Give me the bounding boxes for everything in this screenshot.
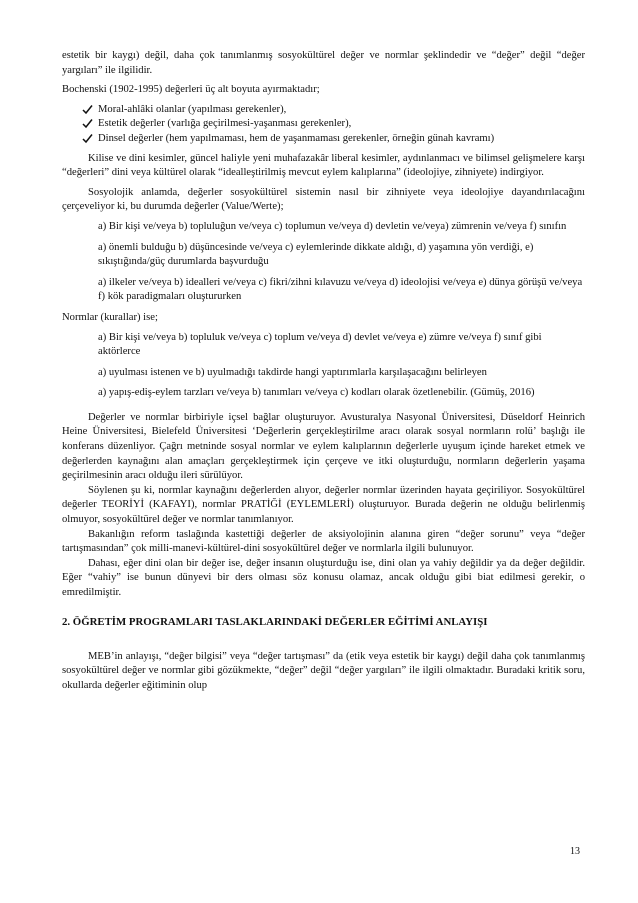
checklist-text: Estetik değerler (varlığa geçirilmesi-yaşanması gerekenler), xyxy=(98,118,352,130)
paragraph-meb: MEB’in anlayışı, “değer bilgisi” veya “değer tartışması” da (etik veya estetik bir kaygı) değil daha çok tanımlanmış sosyokültürel değer ve normlar gibi gözükmekte, “değer” değil “değer yargıları” ile ilgili olmaktadır. Buradaki kritik soru, okullarda değerler eğitiminin olup xyxy=(62,650,585,691)
checklist-item-aesthetic xyxy=(82,117,585,132)
paragraph-moreover: Dahası, eğer dini olan bir değer ise, değer insanın oluşturduğu ise, dini olan ya vahiy değildir ya da değer değildir. Eğer “vahiy” ise bunun dünyevi bir ders olması söz konusu olamaz, ancak olduğu gibi biat edilmesi gerekir, o emredilmiştir. xyxy=(62,557,585,598)
page-number: 13 xyxy=(570,846,580,857)
paragraph-ministry: Bakanlığın reform taslağında kastettiği değerler de aksiyolojinin alanına giren “değer sorunu” veya “değer tartışmasından” çok milli-manevi-kültürel-dini sosyokültürel değer ve normlarla ilgili bulunuyor. xyxy=(62,528,585,555)
paragraph-intro-continued: estetik bir kaygı) değil, daha çok tanımlanmış sosyokültürel değer ve normlar şeklindedir ve “değer” değil “değer yargıları” ile ilgilidir. xyxy=(62,50,585,76)
paragraph-said: Söylenen şu ki, normlar kaynağını değerlerden alıyor, değerler normlar üzerinden hayata geçiriliyor. Sosyokültürel değerler TEORİYİ (KAFAYI), normlar PRATİĞİ (EYLEMLERİ) oluşturuyor. Burada değerin ne olduğu belirlenmiş olmuyor, sosyokültürel değer ve normlar tanımlanıyor. xyxy=(62,484,585,526)
paragraph-church: Kilise ve dini kesimler, güncel haliyle yeni muhafazakâr liberal kesimler, aydınlanmacı ve bilimsel gelişmelere karşı “değerleri” dini veya kültürel olarak “idealleştirilmiş mevcut eylem kalıplarına” (ideolojiye, zihniyete) indirgiyor. xyxy=(62,152,585,179)
values-item-1: a) Bir kişi ve/veya b) topluluğun ve/veya c) toplumun ve/veya d) devletin ve/veya) zümrenin ve/veya f) sınıfın xyxy=(98,220,567,232)
values-item-2: a) önemli bulduğu b) düşüncesinde ve/veya c) eylemlerinde dikkate aldığı, d) yaşamına yön verdiği, e) sıkıştığında/güç durumlarda başvurduğu xyxy=(98,241,534,268)
checklist-text: Dinsel değerler (hem yapılmaması, hem de yaşanmaması gerekenler, örneğin günah kavramı) xyxy=(98,132,495,144)
section-heading: 2. ÖĞRETİM PROGRAMLARI TASLAKLARINDAKİ DEĞERLER EĞİTİMİ ANLAYIŞI xyxy=(62,615,488,628)
checklist-item-moral xyxy=(82,103,585,118)
paragraph-sociological: Sosyolojik anlamda, değerler sosyokültürel sistemin nasıl bir zihniyete veya ideolojiye dayandırılacağını çerçeveliyor ki, bu durumda değerler (Value/Werte); xyxy=(62,186,585,213)
norms-item-1: a) Bir kişi ve/veya b) topluluk ve/veya c) toplum ve/veya d) devlet ve/veya e) zümre ve/veya f) sınıf gibi aktörlerce xyxy=(98,331,542,358)
check-mark-icon xyxy=(82,104,93,115)
norms-item-2: a) uyulması istenen ve b) uyulmadığı takdirde hangi yaptırımlarla karşılaşacağını belirleyen xyxy=(98,366,487,378)
norms-item-3: a) yapış-ediş-eylem tarzları ve/veya b) tanımları ve/veya c) kodları olarak özetlenebilir. (Gümüş, 2016) xyxy=(98,387,535,399)
checklist-item-religious xyxy=(82,132,585,147)
paragraph-values-norms: Değerler ve normlar birbiriyle içsel bağlar oluşturuyor. Avusturalya Nasyonal Üniversitesi, Düseldorf Heinrich Heine Üniversitesi, Bielefeld Üniversitesi ‘Değerlerin gerçekleştirilme aracı olarak sosyal normların rolü’ başlığı ile konferans düzenliyor. Çağrı metninde sosyal normlar ve eylem kalıplarının değerlerle uyuşum içinde hareket etmek ve değerlerden kaynağını alan amaçları gerçekleştirmek için çerçeve ve itki oluşturduğu, normların değerlerin yaşama geçirilmesinin aracı olduğu ileri sürülüyor. xyxy=(62,411,585,482)
check-mark-icon xyxy=(82,118,93,129)
paragraph-bochenski: Bochenski (1902-1995) değerleri üç alt boyuta ayırmaktadır; xyxy=(62,84,320,96)
document-page xyxy=(62,49,585,693)
paragraph-norms: Normlar (kurallar) ise; xyxy=(62,311,158,323)
checklist-text: Moral-ahlâki olanlar (yapılması gerekenler), xyxy=(98,103,287,115)
values-item-3: a) ilkeler ve/veya b) idealleri ve/veya c) fikri/zihni kılavuzu ve/veya d) ideolojisi ve/veya e) dünya görüşü ve/veya f) kök paradigmaları oluştururken xyxy=(98,276,583,303)
check-mark-icon xyxy=(82,133,93,144)
